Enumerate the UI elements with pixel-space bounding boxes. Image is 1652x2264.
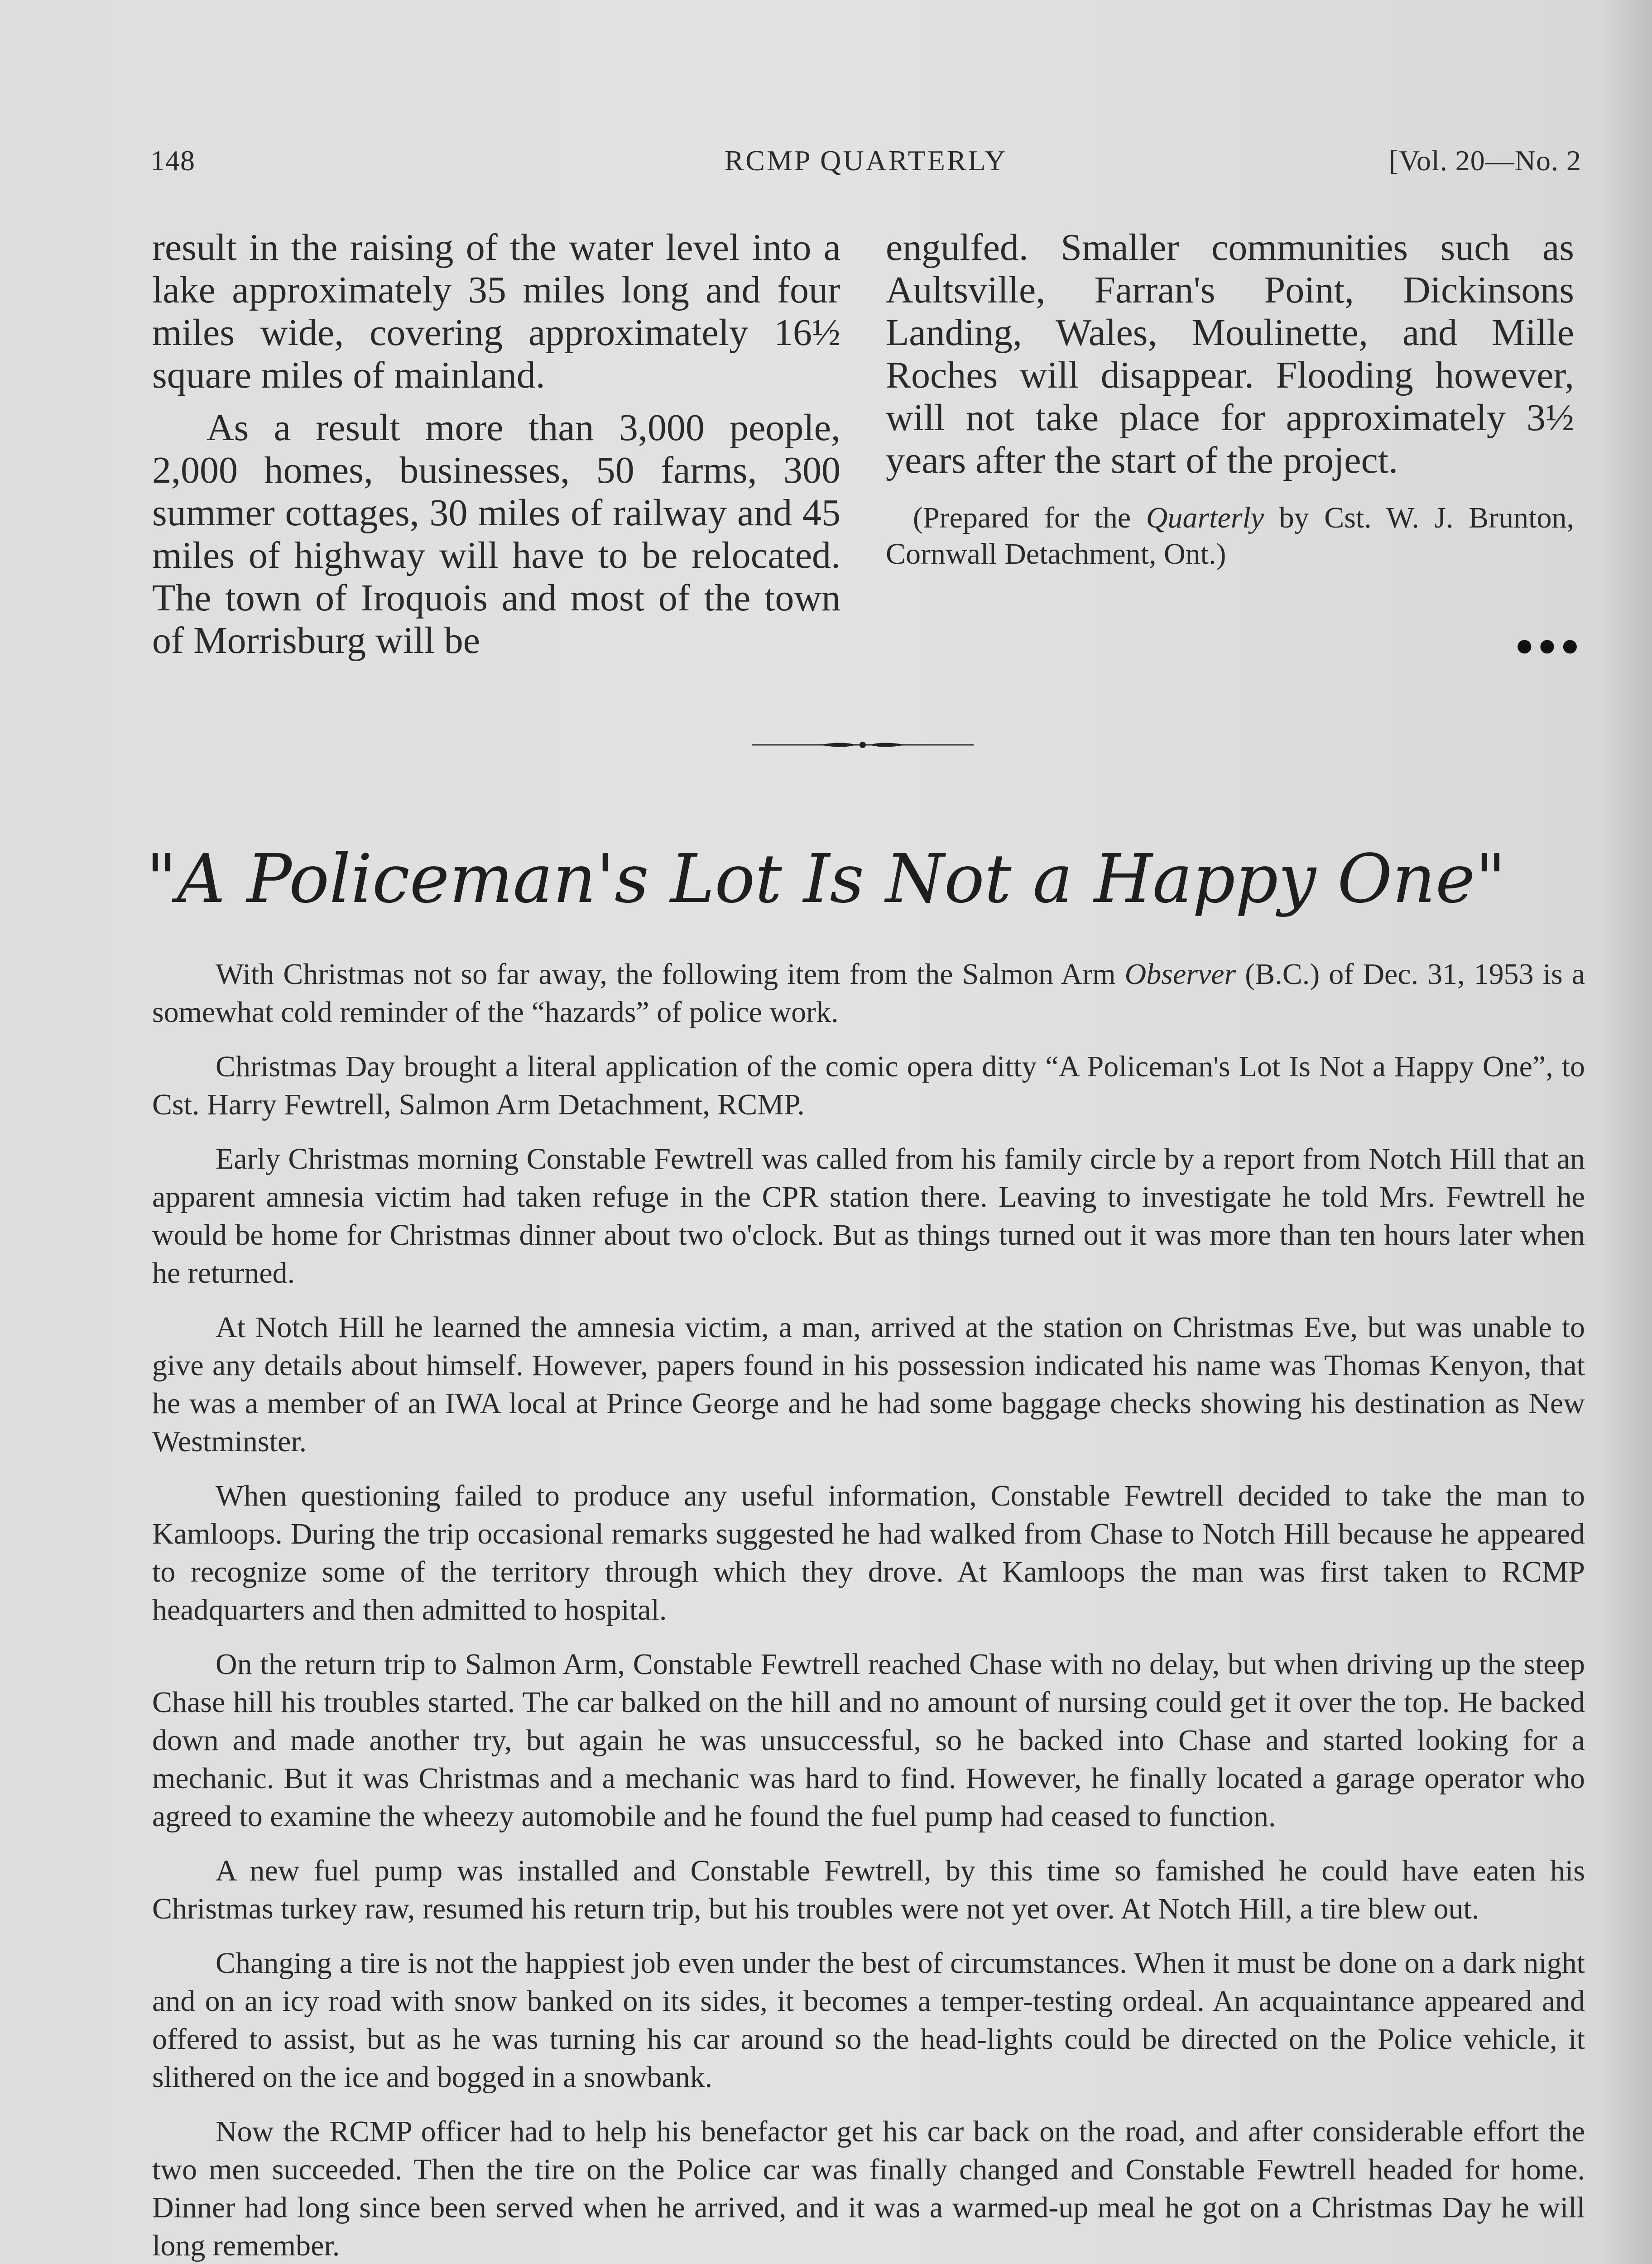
left-column	[152, 226, 840, 662]
paragraph: A new fuel pump was installed and Constable Fewtrell, by this time so famished he could have eaten his Christmas turkey raw, resumed his return trip, but his troubles were not yet over. At Notch Hill, a tire blew out.	[152, 1854, 1585, 1925]
paragraph: When questioning failed to produce any useful information, Constable Fewtrell decided to take the man to Kamloops. During the trip occasional remarks suggested he had walked from Chase to Notch Hill because he appeared to recognize some of the territory through which they drove. At Kamloops the man was first taken to RCMP headquarters and then admitted to hospital.	[152, 1479, 1585, 1626]
paragraph: Now the RCMP officer had to help his benefactor get his car back on the road, and after considerable effort the two men succeeded. Then the tire on the Police car was finally changed and Constable Fewtrell headed for home. Dinner had long since been served when he arrived, and it was a warmed-up meal he got on a Christmas Day he will long remember.	[152, 2115, 1585, 2262]
article-title: "A Policeman's Lot Is Not a Happy One"	[146, 840, 1506, 918]
journal-title: RCMP QUARTERLY	[724, 144, 1008, 177]
paragraph: engulfed. Smaller communities such as Aultsville, Farran's Point, Dickinsons Landing, Wales, Moulinette, and Mille Roches will disappear. Flooding however, will not take place for approximately 3½ years after the start of the project.	[886, 226, 1574, 481]
paragraph: At Notch Hill he learned the amnesia victim, a man, arrived at the station on Christmas Eve, but was unable to give any details about himself. However, papers found in his possession indicated his name was Thomas Kenyon, that he was a member of an IWA local at Prince George and he had some baggage checks showing his destination as New Westminster.	[152, 1311, 1585, 1458]
running-header	[150, 144, 1581, 180]
paragraph: On the return trip to Salmon Arm, Constable Fewtrell reached Chase with no delay, but when driving up the steep Chase hill his troubles started. The car balked on the hill and no amount of nursing could get it over the top. He backed down and made another try, but again he was unsuccessful, so he backed into Chase and started looking for a mechanic. But it was Christmas and a mechanic was hard to find. However, he finally located a garage operator who agreed to examine the wheezy automobile and he found the fuel pump had ceased to function.	[152, 1648, 1585, 1833]
page-number: 148	[150, 144, 195, 177]
section-divider	[752, 738, 974, 752]
intro-paragraph: With Christmas not so far away, the following item from the Salmon Arm Observer (B.C.) of Dec. 31, 1953 is a somewhat cold reminder of the “hazards” of police work.	[152, 958, 1585, 1029]
volume-issue: [Vol. 20—No. 2	[1388, 144, 1581, 177]
paragraph: As a result more than 3,000 people, 2,000 homes, businesses, 50 farms, 300 summer cottages, 30 miles of railway and 45 miles of highway will have to be relocated. The town of Iroquois and most of the town of Morrisburg will be	[152, 407, 840, 662]
paragraph: Christmas Day brought a literal application of the comic opera ditty “A Policeman's Lot Is Not a Happy One”, to Cst. Harry Fewtrell, Salmon Arm Detachment, RCMP.	[152, 1050, 1585, 1121]
paragraph: result in the raising of the water level into a lake approximately 35 miles long and four miles wide, covering approximately 16½ square miles of mainland.	[152, 226, 840, 396]
paragraph: Early Christmas morning Constable Fewtrell was called from his family circle by a report from Notch Hill that an apparent amnesia victim had taken refuge in the CPR station there. Leaving to investigate he told Mrs. Fewtrell he would be home for Christmas dinner about two o'clock. But as things turned out it was more than ten hours later when he returned.	[152, 1142, 1585, 1290]
right-column	[886, 226, 1574, 572]
author-credit: (Prepared for the Quarterly by Cst. W. J. Brunton, Cornwall Detachment, Ont.)	[886, 501, 1574, 571]
article-body	[152, 955, 1585, 2264]
paragraph: Changing a tire is not the happiest job even under the best of circumstances. When it must be done on a dark night and on an icy road with snow banked on its sides, it becomes a temper-testing ordeal. An acquaintance appeared and offered to assist, but as he was turning his car around so the head-lights could be directed on the Police vehicle, it slithered on the ice and bogged in a snowbank.	[152, 1947, 1585, 2094]
previous-article-end	[152, 226, 1583, 679]
end-of-article-mark: ●●●	[1515, 628, 1583, 663]
